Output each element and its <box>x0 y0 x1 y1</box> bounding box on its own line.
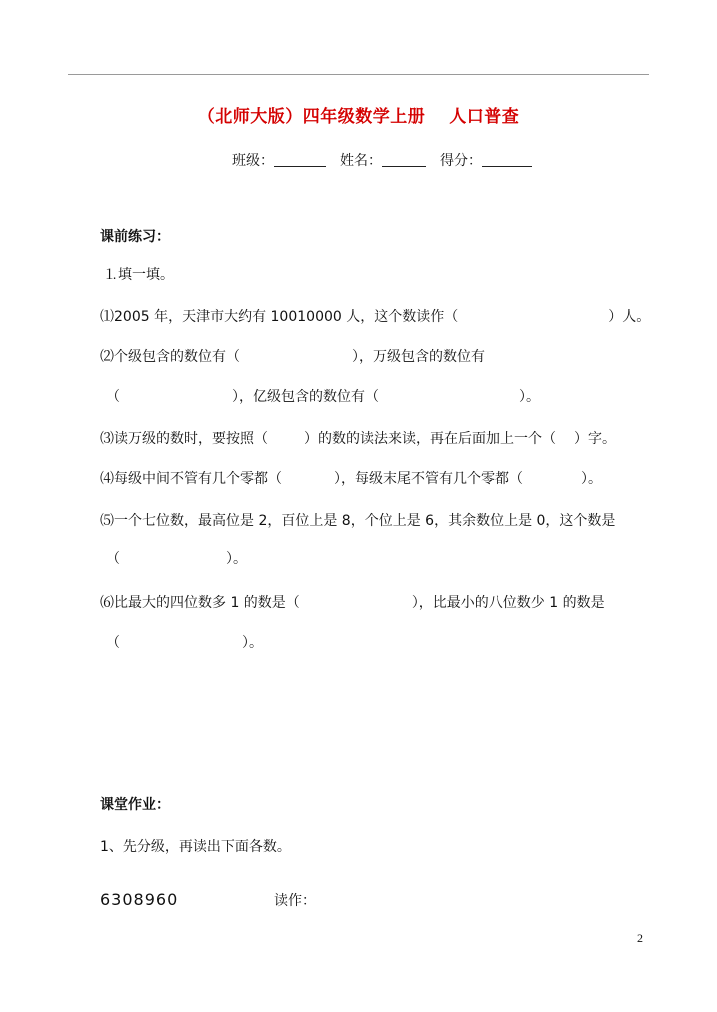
pre-class-heading: 课前练习： <box>100 229 170 245</box>
question-5: ⑸一个七位数，最高位是 2，百位上是 8，个位上是 6，其余数位上是 0，这个数是 <box>100 513 616 529</box>
name-label: 姓名： <box>340 153 382 169</box>
question-6-end: ）。 <box>242 635 263 651</box>
classwork-item-1: 1、先分级，再读出下面各数。 <box>100 839 291 855</box>
question-6-text: ⑹比最大的四位数多 1 的数是（ <box>100 595 300 611</box>
question-4-text: ⑷每级中间不管有几个零都（ <box>100 471 282 487</box>
question-6-open: （ <box>106 635 120 651</box>
question-2-end: ）。 <box>519 389 540 405</box>
question-3-text: ⑶读万级的数时，要按照（ <box>100 431 268 447</box>
question-1-text: ⑴2005 年，天津市大约有 10010000 人，这个数读作（ <box>100 309 459 325</box>
question-2-mid2: ），亿级包含的数位有（ <box>232 389 379 405</box>
score-blank[interactable] <box>482 152 532 167</box>
question-4 <box>100 468 602 488</box>
question-3-end: ）字。 <box>574 431 616 447</box>
question-5-open: （ <box>106 551 120 567</box>
exercise-number: 6308960 <box>100 890 179 909</box>
student-info-line <box>232 150 546 170</box>
question-5-cont <box>106 548 247 568</box>
question-2-cont <box>106 386 540 406</box>
page-title <box>0 102 717 127</box>
question-1 <box>100 306 650 326</box>
question-5-end: ）。 <box>226 551 247 567</box>
question-3 <box>100 428 616 448</box>
title-topic: 人口普查 <box>449 107 520 127</box>
title-main: （北师大版）四年级数学上册 <box>197 107 426 127</box>
question-3-mid: ）的数的读法来读，再在后面加上一个（ <box>304 431 556 447</box>
name-blank[interactable] <box>382 152 426 167</box>
question-6-cont <box>106 632 263 652</box>
question-2-mid: ），万级包含的数位有 <box>352 349 485 365</box>
class-label: 班级： <box>232 153 274 169</box>
page-number: 2 <box>637 931 643 945</box>
question-2-open: （ <box>106 389 120 405</box>
question-6-mid: ），比最小的八位数少 1 的数是 <box>411 595 605 611</box>
question-2 <box>100 346 485 366</box>
question-1-end: ）人。 <box>608 309 651 325</box>
class-blank[interactable] <box>274 152 326 167</box>
header-rule <box>68 74 649 75</box>
score-label: 得分： <box>440 153 482 169</box>
read-as-label: 读作： <box>274 893 316 909</box>
question-4-end: ）。 <box>581 471 602 487</box>
fill-in-heading: ⒈填一填。 <box>104 267 174 283</box>
question-4-mid: ），每级末尾不管有几个零都（ <box>334 471 523 487</box>
question-6 <box>100 592 605 612</box>
classwork-heading: 课堂作业： <box>100 797 170 813</box>
question-2-text: ⑵个级包含的数位有（ <box>100 349 240 365</box>
